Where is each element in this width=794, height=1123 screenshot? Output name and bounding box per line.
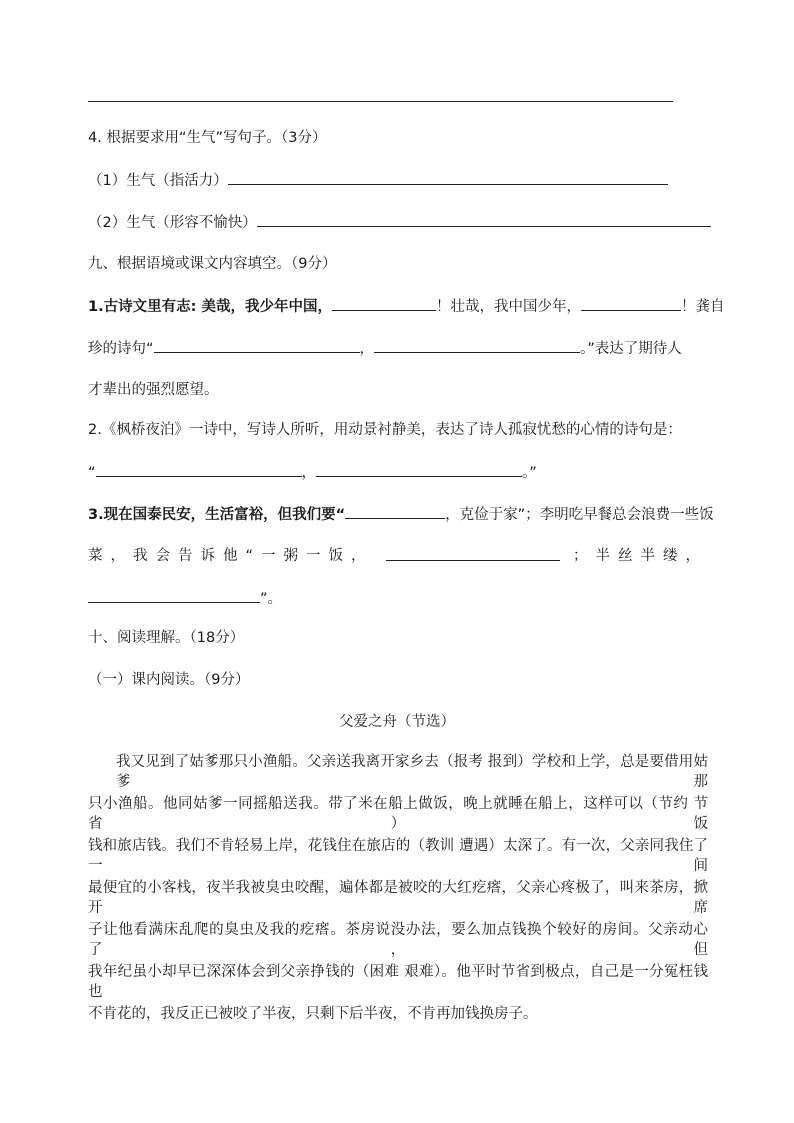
passage-line: 最便宜的小客栈，夜半我被臭虫咬醒，遍体都是被咬的大红疙瘩，父亲心疼极了，叫来茶房，掀开席 — [88, 880, 708, 916]
q1-text: ， — [359, 341, 375, 357]
q1-text: ！龚自 — [680, 299, 725, 315]
passage-title: 父爱之舟（节选） — [339, 714, 455, 730]
answer-line-previous[interactable] — [88, 101, 673, 102]
question-4-item-1 — [88, 170, 668, 191]
question-4-title: 4. 根据要求用“生气”写句子。（3分） — [88, 130, 327, 146]
answer-blank[interactable] — [228, 170, 668, 185]
question-4-item-2 — [88, 212, 711, 233]
section-9-q3-line2 — [88, 546, 708, 566]
answer-blank[interactable] — [374, 338, 580, 353]
passage-line: 不肯花的，我反正已被咬了半夜，只剩下后半夜，不肯再加钱换房子。 — [88, 1006, 538, 1022]
section-9-q3-line1 — [88, 504, 714, 525]
passage-line: 只小渔船。他同姑爹一同摇船送我。带了米在船上做饭，晚上就睡在船上，这样可以（节约 节省）饭 — [88, 796, 708, 832]
q1-text: 1.古诗文里有志: 美哉，我少年中国， — [88, 299, 332, 315]
passage-line: 子让他看满床乱爬的臭虫及我的疙瘩。茶房说没办法，要么加点钱换个较好的房间。父亲动心了，但 — [88, 922, 708, 958]
q3-text: ，克俭于家”；李明吃早餐总会浪费一些饭 — [445, 507, 714, 523]
passage-line: 钱和旅店钱。我们不肯轻易上岸，花钱住在旅店的（教训 遭遇）太深了。有一次，父亲同我住了一间 — [88, 838, 708, 874]
passage-line: 我年纪虽小却早已深深体会到父亲挣钱的（困难 艰难）。他平时节省到极点，自己是一分冤枉钱也 — [88, 964, 708, 1000]
answer-blank[interactable] — [332, 296, 436, 311]
answer-blank[interactable] — [96, 462, 302, 477]
q3-text: 3.现在国泰民安，生活富裕，但我们要“ — [88, 507, 346, 523]
q1-text: 。”表达了期待人 — [580, 341, 682, 357]
answer-blank[interactable] — [316, 462, 522, 477]
answer-blank[interactable] — [154, 338, 360, 353]
section-10-sub-1: （一）课内阅读。（9分） — [88, 672, 250, 688]
section-9-q1-line1 — [88, 296, 724, 317]
q3-text: 菜，我会告诉他“一粥一饭， — [88, 548, 374, 564]
q2-text: 。” — [522, 465, 537, 481]
section-9-q1-line3: 才辈出的强烈愿望。 — [88, 382, 219, 398]
answer-blank[interactable] — [386, 546, 560, 561]
answer-blank[interactable] — [257, 212, 711, 227]
item-2-label: （2）生气（形容不愉快） — [88, 215, 257, 231]
section-9-q3-line3 — [88, 588, 282, 609]
section-9-q1-line2 — [88, 338, 682, 359]
q2-text: ， — [301, 465, 317, 481]
item-1-label: （1）生气（指活力） — [88, 173, 228, 189]
answer-blank[interactable] — [88, 588, 260, 603]
section-9-q2-line2 — [88, 462, 537, 483]
section-9-q2-line1: 2.《枫桥夜泊》一诗中，写诗人所听，用动景衬静美，表达了诗人孤寂忧愁的心情的诗句是： — [88, 422, 682, 438]
answer-blank[interactable] — [581, 296, 681, 311]
q3-text: ”。 — [260, 591, 283, 607]
q3-text: ；半丝半缕， — [572, 548, 708, 564]
answer-blank[interactable] — [345, 504, 445, 519]
q2-text: “ — [88, 465, 96, 481]
q1-text: ！壮哉，我中国少年， — [435, 299, 581, 315]
passage-line: 我又见到了姑爹那只小渔船。父亲送我离开家乡去（报考 报到）学校和上学，总是要借用姑爹那 — [116, 754, 708, 790]
section-9-title: 九、根据语境或课文内容填空。（9分） — [88, 256, 337, 272]
q1-text: 珍的诗句“ — [88, 341, 154, 357]
section-10-title: 十、阅读理解。（18分） — [88, 630, 245, 646]
